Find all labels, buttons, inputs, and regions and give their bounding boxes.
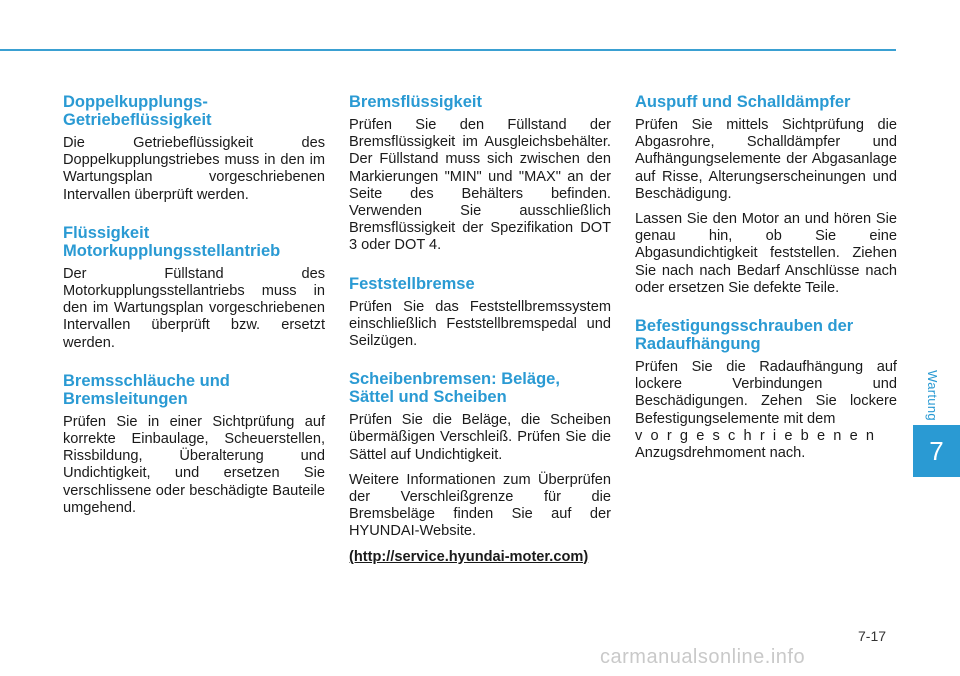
section-befestigung xyxy=(635,317,897,462)
text-fluessigkeit-motor: Der Füllstand des Motorkupplungsstellantriebs muss in den im Wartungsplan vorgeschriebenen Intervallen überprüft bzw. ersetzt werden. xyxy=(63,265,325,351)
text-scheibenbremsen-1: Prüfen Sie die Beläge, die Scheiben übermäßigen Verschleiß. Prüfen Sie die Sättel auf Undichtigkeit. xyxy=(349,412,611,463)
section-auspuff xyxy=(635,93,897,297)
text-befestigung-end: Anzugsdrehmoment nach. xyxy=(635,445,806,462)
text-scheibenbremsen-2: Weitere Informationen zum Überprüfen der Verschleißgrenze für die Bremsbeläge finden Sie auf der HYUNDAI-Website. xyxy=(349,471,611,540)
service-website-link[interactable]: (http://service.hyundai-moter.com) xyxy=(349,548,589,565)
text-auspuff-2: Lassen Sie den Motor an und hören Sie genau hin, ob Sie eine Abgasundichtigkeit feststellen. Ziehen Sie nach nach Bedarf Anschlüsse nach oder ersetzen Sie defekte Teile. xyxy=(635,211,897,296)
text-doppelkupplung: Die Getriebeflüssigkeit des Doppelkupplungstriebes muss in den im Wartungsplan vorgeschriebenen Intervallen überprüft werden. xyxy=(63,135,325,203)
heading-bremsschlaeuche: Bremsschläuche und Bremsleitungen xyxy=(63,371,230,408)
heading-befestigung: Befestigungsschrauben der Radaufhängung xyxy=(635,317,854,354)
text-befestigung xyxy=(635,359,897,462)
chapter-side-label xyxy=(922,360,942,430)
column-1 xyxy=(63,93,325,537)
text-bremsschlaeuche: Prüfen Sie in einer Sichtprüfung auf korrekte Einbaulage, Scheuerstellen, Rissbildung, Überalterung und Undichtigkeit, und ersetzen Sie verschlissene oder beschädigte Bauteile umgehend. xyxy=(63,413,325,516)
chapter-side-label-text: Wartung xyxy=(924,369,940,421)
section-feststellbremse xyxy=(349,275,611,351)
section-fluessigkeit-motor xyxy=(63,224,325,352)
section-bremsfluessigkeit xyxy=(349,93,611,255)
chapter-number: 7 xyxy=(929,436,944,466)
section-bremsschlaeuche xyxy=(63,372,325,517)
heading-bremsfluessigkeit: Bremsflüssigkeit xyxy=(349,93,482,111)
heading-auspuff: Auspuff und Schalldämpfer xyxy=(635,93,851,111)
text-auspuff-1: Prüfen Sie mittels Sichtprüfung die Abgasrohre, Schalldämpfer und Aufhängungselemente der Abgasanlage auf Risse, Alterungserscheinungen und Beschädigung. xyxy=(635,117,897,202)
column-3 xyxy=(635,93,897,482)
text-befestigung-spaced: vorgeschriebenen xyxy=(635,427,883,444)
section-doppelkupplung xyxy=(63,93,325,204)
heading-scheibenbremsen: Scheibenbremsen: Beläge, Sättel und Scheiben xyxy=(349,370,560,407)
chapter-tab xyxy=(913,425,960,477)
text-befestigung-main: Prüfen Sie die Radaufhängung auf lockere Verbindungen und Beschädigungen. Zehen Sie lockere Befestigungselemente mit dem xyxy=(635,359,897,427)
watermark: carmanualsonline.info xyxy=(600,646,806,668)
section-scheibenbremsen xyxy=(349,370,611,566)
heading-doppelkupplung: Doppelkupplungs- Getriebeflüssigkeit xyxy=(63,93,212,129)
text-feststellbremse: Prüfen Sie das Feststellbremssystem einschließlich Feststellbremspedal und Seilzügen. xyxy=(349,298,611,350)
column-2 xyxy=(349,93,611,586)
heading-fluessigkeit-motor: Flüssigkeit Motorkupplungsstellantrieb xyxy=(63,223,281,260)
text-bremsfluessigkeit: Prüfen Sie den Füllstand der Bremsflüssigkeit im Ausgleichsbehälter. Der Füllstand muss sich zwischen den Markierungen "MIN" und "MAX" an der Seite des Behälters befinden. Verwenden Sie ausschließlich Bremsflüssigkeit der Spezifikation DOT 3 oder DOT 4. xyxy=(349,117,611,254)
heading-feststellbremse: Feststellbremse xyxy=(349,274,475,293)
page-number: 7-17 xyxy=(858,628,887,644)
header-rule xyxy=(0,49,896,51)
